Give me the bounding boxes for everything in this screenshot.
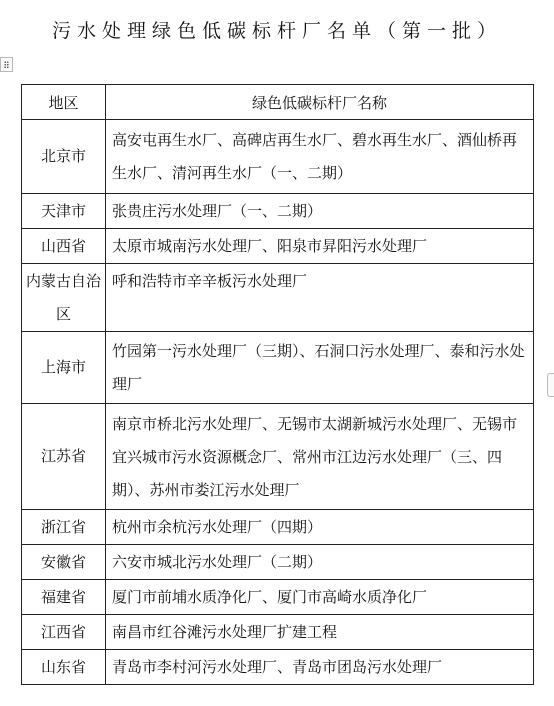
- table-header-row: [22, 85, 534, 120]
- table-row: [22, 332, 534, 404]
- table-row: [22, 510, 534, 545]
- page-title: 污水处理绿色低碳标杆厂名单（第一批）: [51, 20, 502, 42]
- table-row: [22, 580, 534, 615]
- plants-cell: 南昌市红谷滩污水处理厂扩建工程: [106, 615, 534, 650]
- region-cell: 福建省: [22, 580, 106, 615]
- region-cell: 江西省: [22, 615, 106, 650]
- plants-cell: 高安屯再生水厂、高碑店再生水厂、碧水再生水厂、酒仙桥再生水厂、清河再生水厂（一、二期）: [106, 120, 534, 194]
- plants-cell: 南京市桥北污水处理厂、无锡市太湖新城污水处理厂、无锡市宜兴城市污水资源概念厂、常州市江边污水处理厂（三、四期）、苏州市娄江污水处理厂: [106, 404, 534, 510]
- region-cell: 天津市: [22, 194, 106, 229]
- table-row: [22, 264, 534, 332]
- table-row: [22, 615, 534, 650]
- region-cell: 内蒙古自治区: [22, 264, 106, 332]
- region-cell: 安徽省: [22, 545, 106, 580]
- table-row: [22, 120, 534, 194]
- move-icon: [4, 61, 9, 68]
- plants-cell: 杭州市余杭污水处理厂（四期）: [106, 510, 534, 545]
- header-region: 地区: [22, 85, 106, 120]
- table-row: [22, 229, 534, 264]
- plants-cell: 太原市城南污水处理厂、阳泉市昇阳污水处理厂: [106, 229, 534, 264]
- benchmark-plant-table: [21, 84, 534, 685]
- header-plants: 绿色低碳标杆厂名称: [106, 85, 534, 120]
- plants-cell: 竹园第一污水处理厂（三期）、石洞口污水处理厂、泰和污水处理厂: [106, 332, 534, 404]
- table-row: [22, 194, 534, 229]
- table-row: [22, 650, 534, 685]
- plants-cell: 厦门市前埔水质净化厂、厦门市高崎水质净化厂: [106, 580, 534, 615]
- table-row: [22, 545, 534, 580]
- plants-cell: 张贵庄污水处理厂（一、二期）: [106, 194, 534, 229]
- region-cell: 上海市: [22, 332, 106, 404]
- table-move-handle[interactable]: [0, 57, 13, 72]
- region-cell: 江苏省: [22, 404, 106, 510]
- region-cell: 浙江省: [22, 510, 106, 545]
- region-cell: 山西省: [22, 229, 106, 264]
- plants-cell: 青岛市李村河污水处理厂、青岛市团岛污水处理厂: [106, 650, 534, 685]
- plants-cell: 六安市城北污水处理厂（二期）: [106, 545, 534, 580]
- region-cell: 山东省: [22, 650, 106, 685]
- table-row: [22, 404, 534, 510]
- region-cell: 北京市: [22, 120, 106, 194]
- plants-cell: 呼和浩特市辛辛板污水处理厂: [106, 264, 534, 332]
- resize-handle[interactable]: [547, 373, 554, 397]
